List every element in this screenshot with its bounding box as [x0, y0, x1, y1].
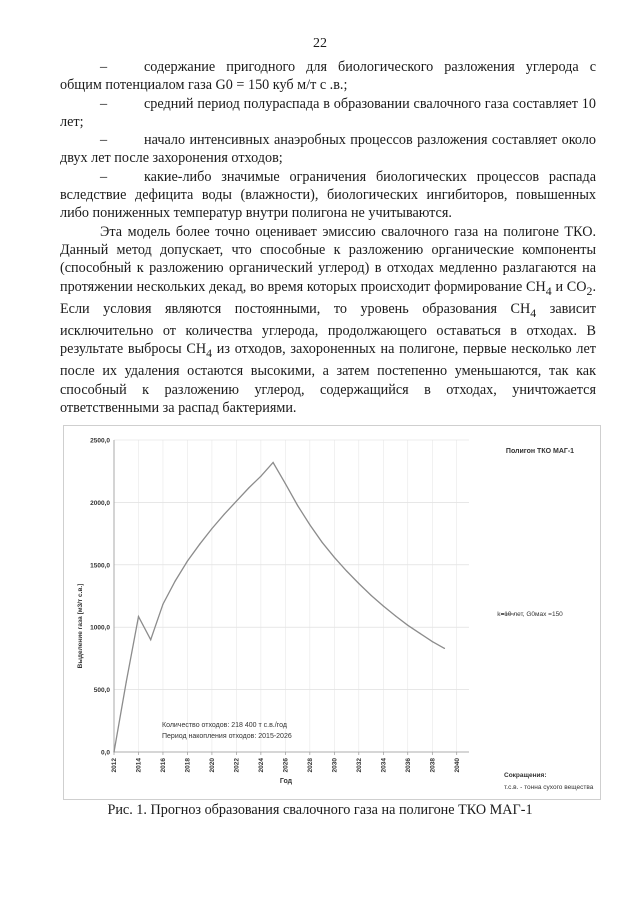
paragraph-text: . Если условия являются постоянными, то уровень образования CH — [60, 278, 596, 317]
x-tick-label: 2028 — [306, 758, 314, 773]
subscript: 2 — [586, 283, 593, 298]
x-tick-label: 2024 — [257, 758, 265, 773]
series-point — [248, 487, 249, 488]
bullet-text: средний период полураспада в образовании свалочного газа составляет 10 лет; — [60, 95, 596, 130]
series-point — [371, 595, 372, 596]
series-point — [126, 682, 127, 683]
series-point — [322, 542, 323, 543]
x-tick-label: 2036 — [404, 758, 412, 773]
series-point — [224, 514, 225, 515]
series-point — [113, 751, 114, 752]
page-number: 22 — [313, 36, 327, 51]
body-text — [60, 58, 596, 417]
x-tick-label: 2038 — [429, 758, 437, 773]
series-point — [395, 615, 396, 616]
subscript: 4 — [545, 283, 552, 298]
chart-texts — [77, 448, 594, 791]
bullet-dash: – — [100, 168, 108, 185]
subscript: 4 — [530, 305, 537, 320]
bullet-item — [60, 95, 596, 132]
annotation-waste-amount: Количество отходов: 218 400 т с.в./год — [162, 722, 287, 729]
bullet-item — [60, 131, 596, 168]
bullet-dash: – — [100, 132, 108, 149]
series-point — [138, 616, 139, 617]
series-point — [162, 604, 163, 605]
series-point — [199, 544, 200, 545]
abbrev-text: т.с.в. - тонна сухого вещества — [504, 784, 594, 791]
bullet-dash: – — [100, 59, 108, 75]
series-point — [175, 580, 176, 581]
series-point — [334, 557, 335, 558]
series-point — [444, 648, 445, 649]
series-point — [407, 625, 408, 626]
series-point — [236, 501, 237, 502]
y-tick-label: 500,0 — [93, 687, 110, 695]
series-point — [358, 583, 359, 584]
series-point — [419, 633, 420, 634]
abbrev-title: Сокращения: — [504, 772, 547, 779]
paragraph-text: зависит исключительно от количества углерода, продолжающего оставаться в отходах. В результате выбросы CH — [60, 300, 596, 358]
x-tick-label: 2014 — [135, 758, 143, 773]
paragraph-text: из отходов, захороненных на полигоне, первые несколько лет после их удаления остаются высокими, а затем постепенно уменьшаются, так как способный к разложению углерод, содержащийся в отходах, уничтожается ответственными за распад бактериями. — [60, 341, 596, 416]
series-point — [285, 483, 286, 484]
series-point — [273, 462, 274, 463]
subscript: 4 — [206, 345, 213, 360]
x-tick-label: 2016 — [159, 758, 167, 773]
y-tick-label: 0,0 — [100, 749, 110, 757]
paragraph-text: Эта модель более точно оценивает эмиссию свалочного газа на полигоне ТКО. Данный метод допускает, что способные к разложению органические компоненты (способный к разложению органический углерод) в отходах медленно разлагаются на протяжении нескольких декад, во время которых происходит формирование CH — [60, 223, 596, 295]
chart-svg — [64, 426, 600, 799]
model-paragraph — [60, 223, 596, 417]
x-tick-label: 2040 — [453, 758, 461, 773]
series-point — [211, 528, 212, 529]
paragraph-text: и CO — [551, 278, 587, 295]
y-axis-label: Выделение газа [м3/т с.в.] — [77, 583, 84, 669]
x-tick-label: 2034 — [380, 758, 388, 773]
x-tick-label: 2026 — [282, 758, 290, 773]
series-point — [150, 639, 151, 640]
series-point — [432, 641, 433, 642]
bullet-text: содержание пригодного для биологического разложения углерода с общим потенциалом газа G0 = 150 куб м/т с .в.; — [60, 59, 596, 94]
x-tick-label: 2030 — [331, 758, 339, 773]
x-tick-label: 2032 — [355, 758, 363, 773]
series-point — [383, 605, 384, 606]
x-tick-label: 2020 — [208, 758, 216, 773]
x-axis-label: Год — [279, 778, 293, 785]
bullet-item — [60, 58, 596, 95]
annotation-period: Период накопления отходов: 2015-2026 — [162, 733, 292, 740]
legend-label: k=10 лет, G0мах =150 — [497, 611, 563, 618]
series-point — [297, 505, 298, 506]
bullet-item — [60, 168, 596, 223]
y-tick-label: 2000,0 — [90, 499, 110, 507]
bullet-text: начало интенсивных анаэробных процессов разложения составляет около двух лет после захоронения отходов; — [60, 132, 596, 167]
bullet-text: какие-либо значимые ограничения биологических процессов распада вследствие дефицита воды (влажности), биологических ингибиторов, повышенных либо пониженных температур внутри полигона не учитываются. — [60, 168, 596, 222]
chart-series — [113, 462, 515, 753]
y-tick-label: 1500,0 — [90, 562, 110, 570]
series-point — [309, 524, 310, 525]
y-tick-label: 1000,0 — [90, 624, 110, 632]
series-point — [260, 476, 261, 477]
x-tick-label: 2018 — [184, 758, 192, 773]
chart-figure — [63, 425, 601, 800]
series-point — [346, 570, 347, 571]
y-tick-label: 2500,0 — [90, 437, 110, 445]
bullet-dash: – — [100, 95, 108, 112]
chart-title: Полигон ТКО МАГ-1 — [505, 448, 575, 455]
figure-caption: Рис. 1. Прогноз образования свалочного газа на полигоне ТКО МАГ-1 — [107, 802, 533, 818]
x-tick-label: 2012 — [111, 758, 118, 773]
series-point — [187, 561, 188, 562]
x-tick-label: 2022 — [233, 758, 241, 773]
series-line — [114, 463, 445, 753]
